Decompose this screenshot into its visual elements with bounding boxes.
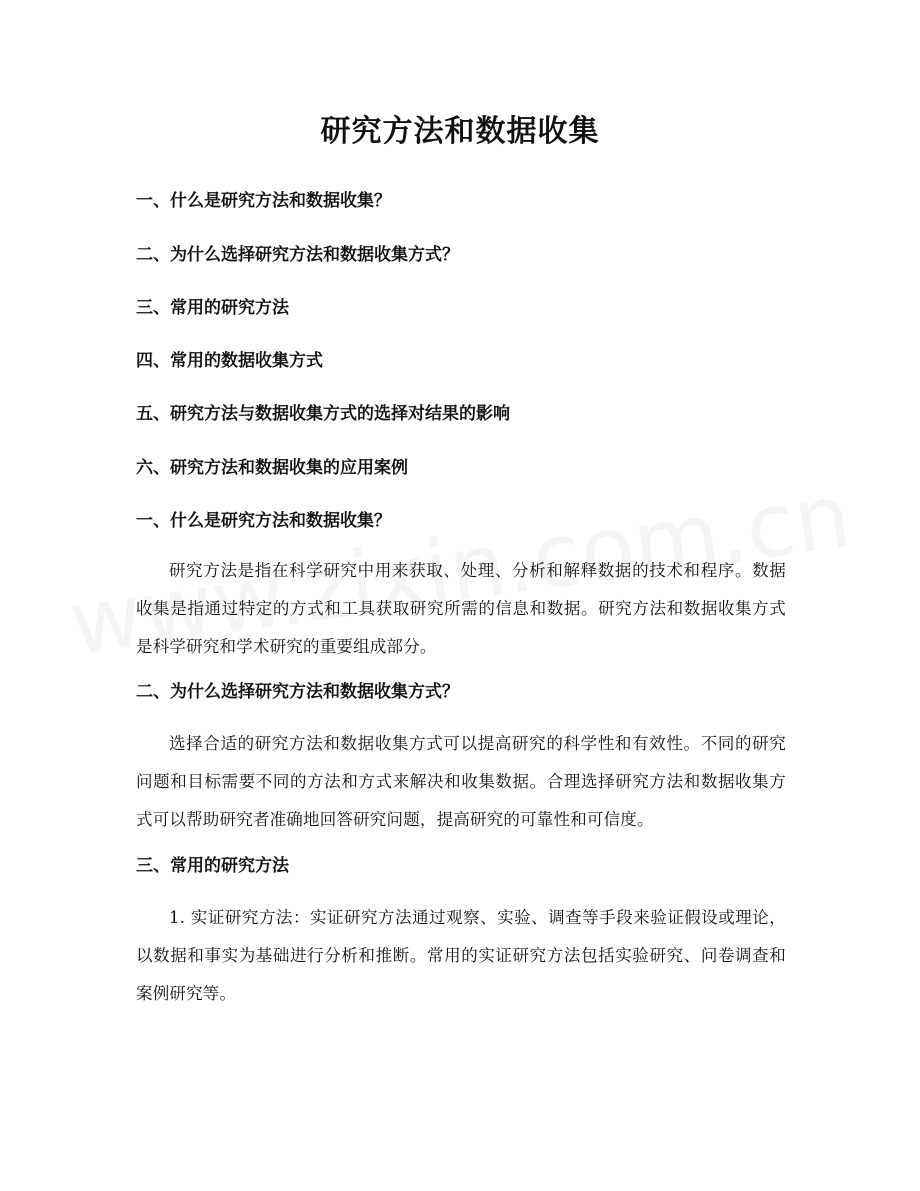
section-heading-1: 一、什么是研究方法和数据收集？ [136, 511, 391, 531]
section-body-1: 研究方法是指在科学研究中用来获取、处理、分析和解释数据的技术和程序。数据收集是指通过特定的方式和工具获取研究所需的信息和数据。研究方法和数据收集方式是科学研究和学术研究的重要组成部分。 [136, 561, 786, 656]
section-heading-2: 二、为什么选择研究方法和数据收集方式？ [136, 682, 459, 702]
toc-item-6: 六、研究方法和数据收集的应用案例 [136, 458, 408, 478]
section-body-2: 选择合适的研究方法和数据收集方式可以提高研究的科学性和有效性。不同的研究问题和目标需要不同的方法和方式来解决和收集数据。合理选择研究方法和数据收集方式可以帮助研究者准确地回答研究问题，提高研究的可靠性和可信度。 [136, 734, 786, 829]
section-heading-3: 三、常用的研究方法 [136, 856, 289, 876]
section-body-3: 1. 实证研究方法：实证研究方法通过观察、实验、调查等手段来验证假设或理论，以数据和事实为基础进行分析和推断。常用的实证研究方法包括实验研究、问卷调查和案例研究等。 [136, 908, 786, 1003]
toc-item-2: 二、为什么选择研究方法和数据收集方式？ [136, 245, 459, 265]
document-title: 研究方法和数据收集 [320, 114, 600, 149]
toc-item-4: 四、常用的数据收集方式 [136, 351, 323, 371]
toc-item-5: 五、研究方法与数据收集方式的选择对结果的影响 [136, 404, 510, 424]
toc-item-3: 三、常用的研究方法 [136, 298, 289, 318]
toc-item-1: 一、什么是研究方法和数据收集？ [136, 191, 391, 211]
